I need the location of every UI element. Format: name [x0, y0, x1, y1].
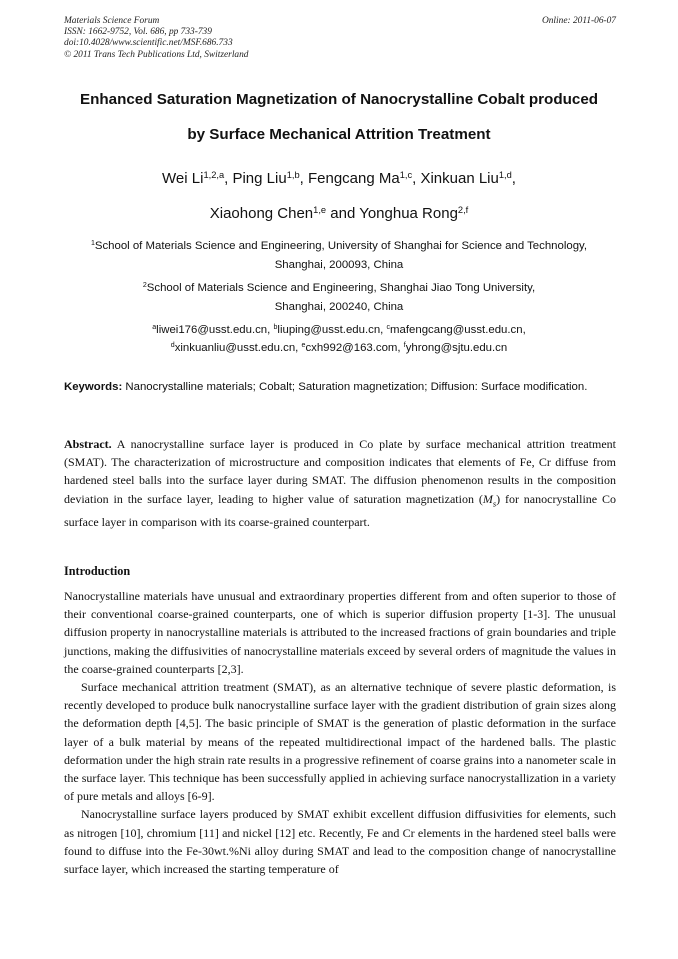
affiliation-line: Shanghai, 200093, China [274, 259, 404, 271]
affiliation-line: School of Materials Science and Engineering, University of Shanghai for Science and Technology, [94, 240, 588, 252]
email-address: cxh992@163.com [305, 342, 398, 354]
email-superscript: e [301, 342, 306, 350]
email-address: xinkuanliu@usst.edu.cn [174, 342, 296, 354]
email-address: liuping@usst.edu.cn [277, 324, 381, 336]
author-superscript: 2,f [457, 204, 469, 215]
affiliation-line: School of Materials Science and Engineering, Shanghai Jiao Tong University, [146, 282, 536, 294]
author-superscript: 1,e [313, 204, 327, 215]
paragraph: Nanocrystalline surface layers produced by SMAT exhibit excellent diffusion diffusivities for elements, such as nitrogen [10], chromium [11] and nickel [12] etc. Recently, Fe and Cr elements in the hardened steel balls were found to diffuse into the Fe-30wt.%Ni alloy during SMAT and lead to the composition change of nanocrystalline surface layer, which increased the starting temperature of [64, 807, 616, 877]
author-separator: , [299, 170, 304, 187]
affiliation-line: Shanghai, 200240, China [274, 301, 404, 313]
paragraph: Nanocrystalline materials have unusual and extraordinary properties different from and often superior to those of their conventional coarse-grained counterparts, one of which is superior diffusion property [1-3]. The unusual diffusion property in nanocrystalline materials is attributed to the increased fractions of grain boundaries and triple junctions, making the diffusivities of nanocrystalline materials exceed by several orders of magnitude the values in the coarse-grained counterparts [2,3]. [64, 589, 616, 676]
paper-title-line-1: Enhanced Saturation Magnetization of Nanocrystalline Cobalt produced [79, 91, 599, 108]
email-superscript: a [152, 324, 157, 332]
author-name: Xiaohong Chen [209, 205, 314, 222]
author-name: Wei Li [162, 170, 204, 187]
abstract-label: Abstract. [64, 437, 112, 451]
section-heading-introduction: Introduction [64, 564, 131, 578]
author-line-2 [40, 205, 638, 223]
email-address: liwei176@usst.edu.cn [156, 324, 268, 336]
author-line-1 [40, 170, 638, 188]
author-name: Yonghua Rong [359, 205, 458, 222]
author-separator: , [412, 170, 417, 187]
journal-doi: doi:10.4028/www.scientific.net/MSF.686.733 [64, 38, 233, 49]
abstract-text-end: ) for nanocrystalline Co surface layer in comparison with its coarse-grained counterpart. [64, 491, 616, 530]
paragraph: Surface mechanical attrition treatment (SMAT), as an alternative technique of severe plastic deformation, is recently developed to produce bulk nanocrystalline surface layer with the gradient distribution of grain sizes along the deformation depth [4,5]. The basic principle of SMAT is the generation of plastic deformation in the surface layer of a bulk material by means of the repeated multidirectional impact of the hardened balls. The plastic deformation under the high strain rate results in a progressive refinement of coarse grains into a nanometer scale in the surface layer. This technique has been successfully applied in achieving surface nanocrystallization in a variety of pure metals and alloys [6-9]. [64, 680, 616, 804]
email-address: yhrong@sjtu.edu.cn [405, 342, 508, 354]
author-superscript: 1,c [399, 169, 413, 180]
author-separator: , [511, 170, 516, 187]
online-date: Online: 2011-06-07 [541, 16, 616, 26]
author-superscript: 1,2,a [203, 169, 225, 180]
journal-copyright: © 2011 Trans Tech Publications Ltd, Switzerland [64, 49, 249, 60]
author-name: Ping Liu [232, 170, 287, 187]
author-name: Fengcang Ma [307, 170, 400, 187]
keywords [64, 378, 616, 396]
author-name: Xinkuan Liu [420, 170, 499, 187]
abstract-symbol-subscript: s [492, 499, 497, 508]
journal-name: Materials Science Forum [64, 16, 160, 26]
affiliation-1 [56, 237, 622, 275]
affiliation-superscript: 1 [90, 240, 95, 248]
keywords-label: Keywords: [64, 381, 123, 393]
author-emails: $^a$liwei176@usst.edu.cn, $^b$liuping@usst.edu.cn, $^c$mafengcang@usst.edu.cn, $^d$xinkuanliu@usst.edu.cn, $^e$cxh992@163.com, $^f$yhrong@sjtu.edu.cn [152, 324, 526, 354]
email-superscript: d [170, 342, 175, 350]
journal-issn: ISSN: 1662-9752, Vol. 686, pp 733-739 [64, 27, 212, 38]
abstract-symbol: M [482, 491, 493, 506]
keywords-text: Nanocrystalline materials; Cobalt; Saturation magnetization; Diffusion: Surface modification. [125, 381, 588, 393]
email-superscript: b [273, 324, 278, 332]
author-separator: , [224, 170, 229, 187]
journal-header [64, 16, 616, 61]
email-address: mafengcang@usst.edu.cn [390, 324, 523, 336]
abstract [64, 435, 616, 531]
author-superscript: 1,b [286, 169, 300, 180]
paper-title-line-2: by Surface Mechanical Attrition Treatment [187, 126, 491, 143]
affiliation-2 [56, 279, 622, 317]
email-superscript: c [386, 324, 391, 332]
author-superscript: 1,d [498, 169, 512, 180]
author-and: and [330, 205, 356, 222]
introduction-body [64, 587, 616, 878]
abstract-text: A nanocrystalline surface layer is produced in Co plate by surface mechanical attrition treatment (SMAT). The characterization of microstructure and composition indicates that elements of Fe, Cr diffuse from hardened steel balls into the surface layer during SMAT. The diffusion phenomenon results in the composition deviation in the surface layer, leading to higher value of saturation magnetization ( [64, 437, 616, 506]
affiliation-superscript: 2 [142, 282, 147, 290]
email-superscript: f [403, 342, 406, 350]
